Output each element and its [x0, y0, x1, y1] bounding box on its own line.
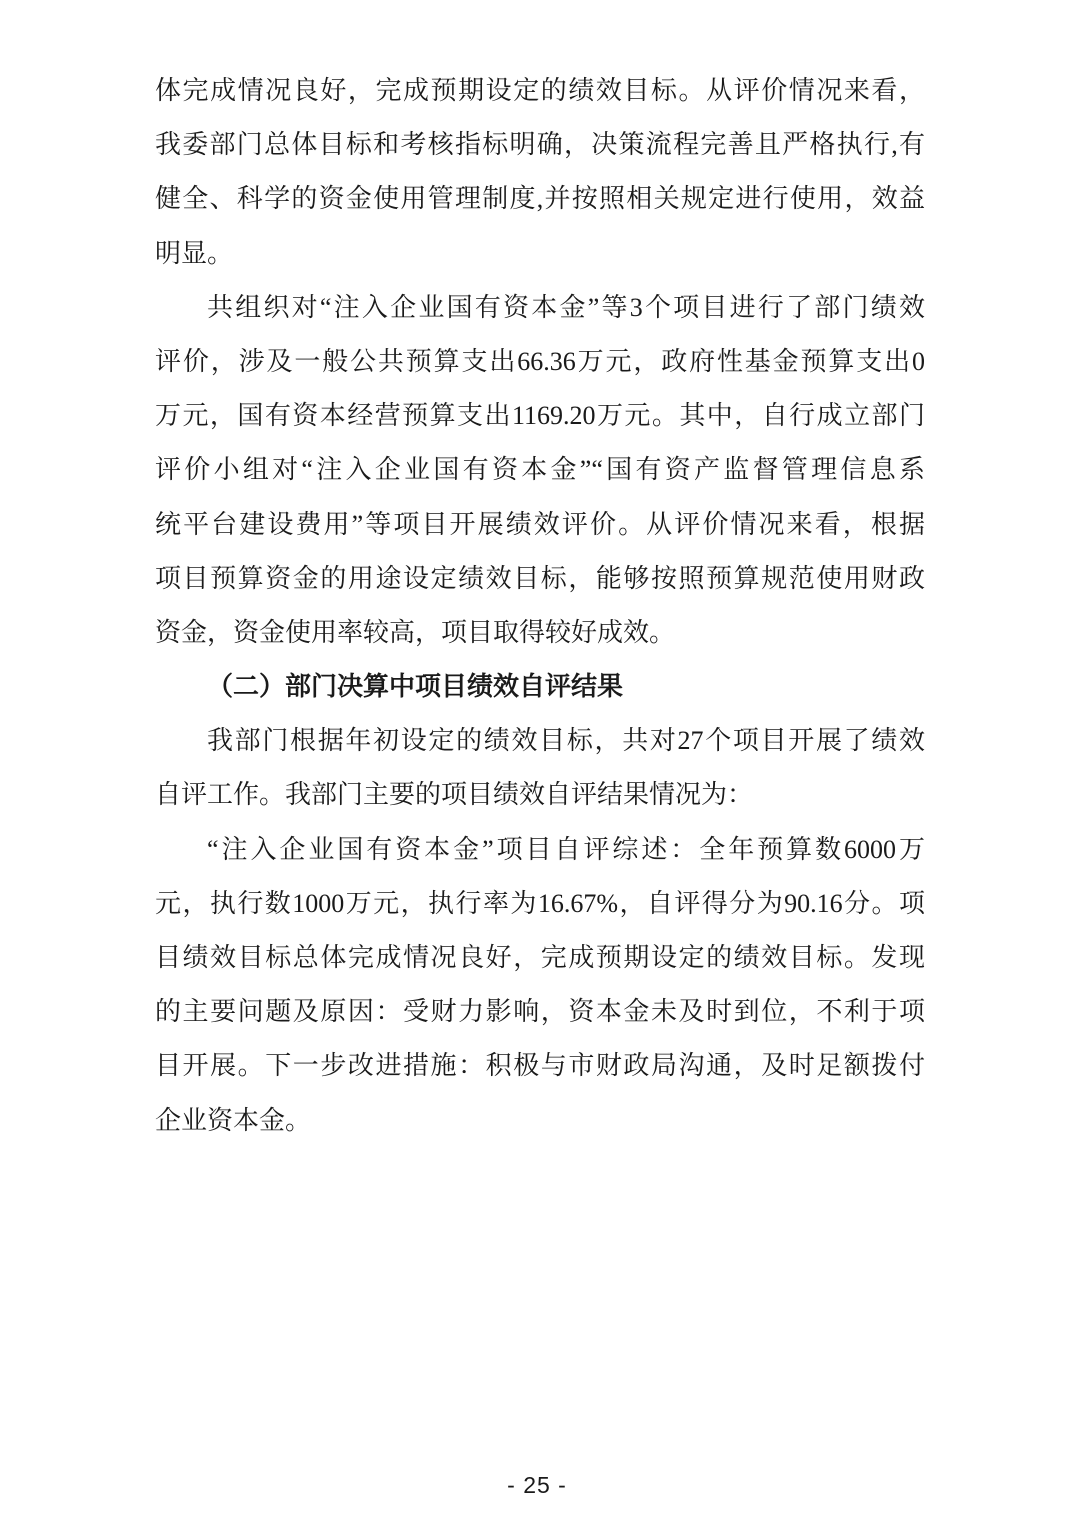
text-line: 自评工作。我部门主要的项目绩效自评结果情况为： — [155, 780, 754, 810]
text-line: 评价，涉及一般公共预算支出66.36万元，政府性基金预算支出0 — [155, 346, 925, 376]
text-line: 体完成情况良好，完成预期设定的绩效目标。从评价情况来看， — [155, 76, 925, 105]
text-line: 资金，资金使用率较高，项目取得较好成效。 — [155, 617, 676, 647]
text-line: 目绩效目标总体完成情况良好，完成预期设定的绩效目标。发现 — [155, 943, 925, 972]
text-line: 健全、科学的资金使用管理制度,并按照相关规定进行使用，效益 — [155, 184, 925, 214]
document-body — [155, 64, 925, 1148]
text-line: 项目预算资金的用途设定绩效目标，能够按照预算规范使用财政 — [155, 563, 925, 593]
text-line: 明显。 — [155, 238, 234, 268]
page-number: - 25 - — [507, 1472, 567, 1498]
text-line: 万元，国有资本经营预算支出1169.20万元。其中，自行成立部门 — [155, 401, 925, 431]
text-line: 元，执行数1000万元，执行率为16.67%，自评得分为90.16分。项 — [155, 888, 925, 918]
text-line: 统平台建设费用”等项目开展绩效评价。从评价情况来看，根据 — [155, 509, 925, 539]
text-line: “注入企业国有资本金”项目自评综述：全年预算数6000万 — [207, 834, 925, 864]
page-footer — [0, 1472, 1074, 1499]
text-line: 我委部门总体目标和考核指标明确，决策流程完善且严格执行,有 — [155, 130, 925, 160]
text-line: 我部门根据年初设定的绩效目标，共对27个项目开展了绩效 — [207, 726, 925, 756]
section-heading: （二）部门决算中项目绩效自评结果 — [207, 672, 624, 702]
text-line: 目开展。下一步改进措施：积极与市财政局沟通，及时足额拨付 — [155, 1051, 925, 1081]
text-line: 企业资本金。 — [155, 1105, 312, 1135]
text-line: 评价小组对“注入企业国有资本金”“国有资产监督管理信息系 — [155, 455, 925, 485]
text-line: 共组织对“注入企业国有资本金”等3个项目进行了部门绩效 — [207, 292, 925, 322]
text-line: 的主要问题及原因：受财力影响，资本金未及时到位，不利于项 — [155, 997, 925, 1027]
